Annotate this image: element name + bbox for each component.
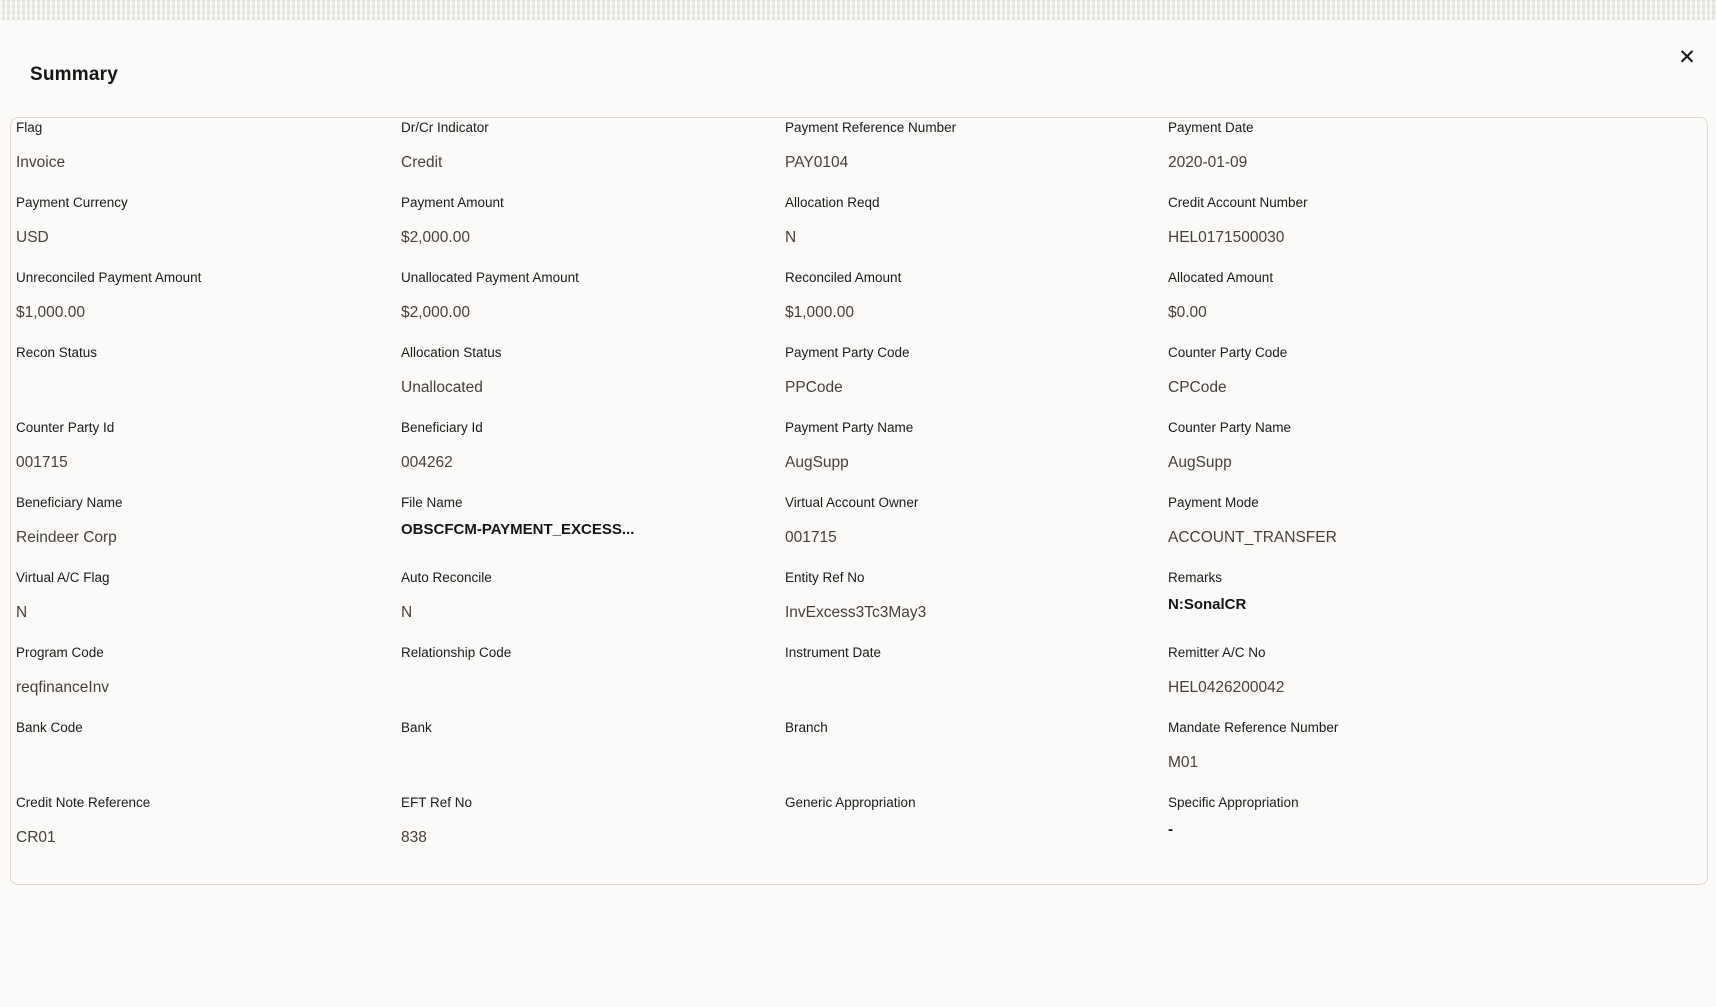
field-branch [785,720,1168,795]
field-eft-ref-no [401,795,785,870]
field-value: reqfinanceInv [16,679,110,696]
field-specific-appropriation [1168,795,1707,870]
field-relationship-code [401,645,785,720]
field-credit-account-number [1168,195,1707,270]
field-label: Counter Party Name [1168,420,1292,435]
field-label: Dr/Cr Indicator [401,120,489,135]
background-page-edge [0,0,1716,20]
field-label: Flag [16,120,43,135]
field-label: Counter Party Id [16,420,115,435]
field-value: CR01 [16,829,56,846]
field-credit-note-reference [16,795,401,870]
field-label: Generic Appropriation [785,795,916,810]
field-payment-date [1168,120,1707,195]
field-label: Instrument Date [785,645,882,660]
field-value: AugSupp [785,454,849,471]
close-icon[interactable]: ✕ [1671,42,1703,74]
field-program-code [16,645,401,720]
field-counter-party-code [1168,345,1707,420]
modal-header [0,20,1716,117]
field-mandate-reference-number [1168,720,1707,795]
field-generic-appropriation [785,795,1168,870]
field-counter-party-id [16,420,401,495]
field-virtual-a-c-flag [16,570,401,645]
field-value: N [401,604,413,621]
field-value [401,678,755,698]
field-file-name [401,495,785,570]
field-counter-party-name [1168,420,1707,495]
field-label: Beneficiary Id [401,420,483,435]
field-recon-status [16,345,401,420]
field-value: $2,000.00 [401,304,470,321]
field-payment-mode [1168,495,1707,570]
field-remarks [1168,570,1707,645]
field-value: CPCode [1168,379,1227,396]
field-unreconciled-payment-amount [16,270,401,345]
field-label: Allocation Reqd [785,195,880,210]
field-value: N:SonalCR [1168,596,1247,613]
field-value [16,753,371,773]
field-label: Payment Amount [401,195,504,210]
field-label: Allocated Amount [1168,270,1274,285]
field-value: HEL0171500030 [1168,229,1285,246]
field-flag [16,120,401,195]
field-label: Unallocated Payment Amount [401,270,579,285]
field-value: AugSupp [1168,454,1232,471]
field-value [785,828,1138,848]
field-entity-ref-no [785,570,1168,645]
field-bank-code [16,720,401,795]
field-allocated-amount [1168,270,1707,345]
field-value: M01 [1168,754,1199,771]
field-value: $0.00 [1168,304,1207,321]
field-label: Relationship Code [401,645,512,660]
field-value: 001715 [785,529,837,546]
field-payment-amount [401,195,785,270]
field-unallocated-payment-amount [401,270,785,345]
field-value: Credit [401,154,443,171]
field-value: Invoice [16,154,66,171]
field-label: Payment Mode [1168,495,1259,510]
field-label: EFT Ref No [401,795,473,810]
field-value: 2020-01-09 [1168,154,1248,171]
field-label: File Name [401,495,463,510]
summary-panel [10,117,1708,885]
field-label: Specific Appropriation [1168,795,1299,810]
field-label: Payment Date [1168,120,1254,135]
field-label: Branch [785,720,828,735]
field-label: Mandate Reference Number [1168,720,1339,735]
field-value: $1,000.00 [785,304,854,321]
field-label: Payment Party Code [785,345,910,360]
field-label: Payment Party Name [785,420,914,435]
field-value: HEL0426200042 [1168,679,1285,696]
page-title: Summary [30,64,118,85]
field-value: 838 [401,829,427,846]
field-allocation-status [401,345,785,420]
field-label: Beneficiary Name [16,495,123,510]
field-payment-reference-number [785,120,1168,195]
field-payment-party-code [785,345,1168,420]
field-label: Entity Ref No [785,570,865,585]
field-reconciled-amount [785,270,1168,345]
field-value: $2,000.00 [401,229,470,246]
field-value: - [1168,821,1173,838]
field-instrument-date [785,645,1168,720]
field-label: Reconciled Amount [785,270,902,285]
field-label: Unreconciled Payment Amount [16,270,202,285]
field-label: Virtual Account Owner [785,495,919,510]
field-label: Bank [401,720,432,735]
field-auto-reconcile [401,570,785,645]
field-value: USD [16,229,49,246]
field-beneficiary-id [401,420,785,495]
field-value: $1,000.00 [16,304,85,321]
field-value: 004262 [401,454,453,471]
field-virtual-account-owner [785,495,1168,570]
field-value [16,378,371,398]
field-label: Program Code [16,645,104,660]
field-value: Reindeer Corp [16,529,117,546]
field-value: N [785,229,797,246]
field-label: Credit Account Number [1168,195,1308,210]
summary-fields-grid [11,118,1707,870]
field-value: InvExcess3Tc3May3 [785,604,927,621]
field-label: Payment Currency [16,195,128,210]
field-remitter-a-c-no [1168,645,1707,720]
field-value: 001715 [16,454,68,471]
field-label: Payment Reference Number [785,120,957,135]
field-value: PAY0104 [785,154,849,171]
field-dr-cr-indicator [401,120,785,195]
field-label: Recon Status [16,345,98,360]
field-beneficiary-name [16,495,401,570]
field-value: OBSCFCM-PAYMENT_EXCESS... [401,521,635,538]
field-payment-party-name [785,420,1168,495]
field-label: Remarks [1168,570,1223,585]
field-bank [401,720,785,795]
field-label: Remitter A/C No [1168,645,1266,660]
field-label: Bank Code [16,720,83,735]
field-label: Auto Reconcile [401,570,492,585]
field-value: Unallocated [401,379,483,396]
field-value: N [16,604,28,621]
field-value [785,678,1138,698]
field-value [401,753,755,773]
field-value [785,753,1138,773]
field-value: PPCode [785,379,843,396]
field-value: ACCOUNT_TRANSFER [1168,529,1337,546]
field-payment-currency [16,195,401,270]
field-label: Virtual A/C Flag [16,570,110,585]
field-label: Allocation Status [401,345,502,360]
field-label: Credit Note Reference [16,795,151,810]
field-allocation-reqd [785,195,1168,270]
field-label: Counter Party Code [1168,345,1288,360]
